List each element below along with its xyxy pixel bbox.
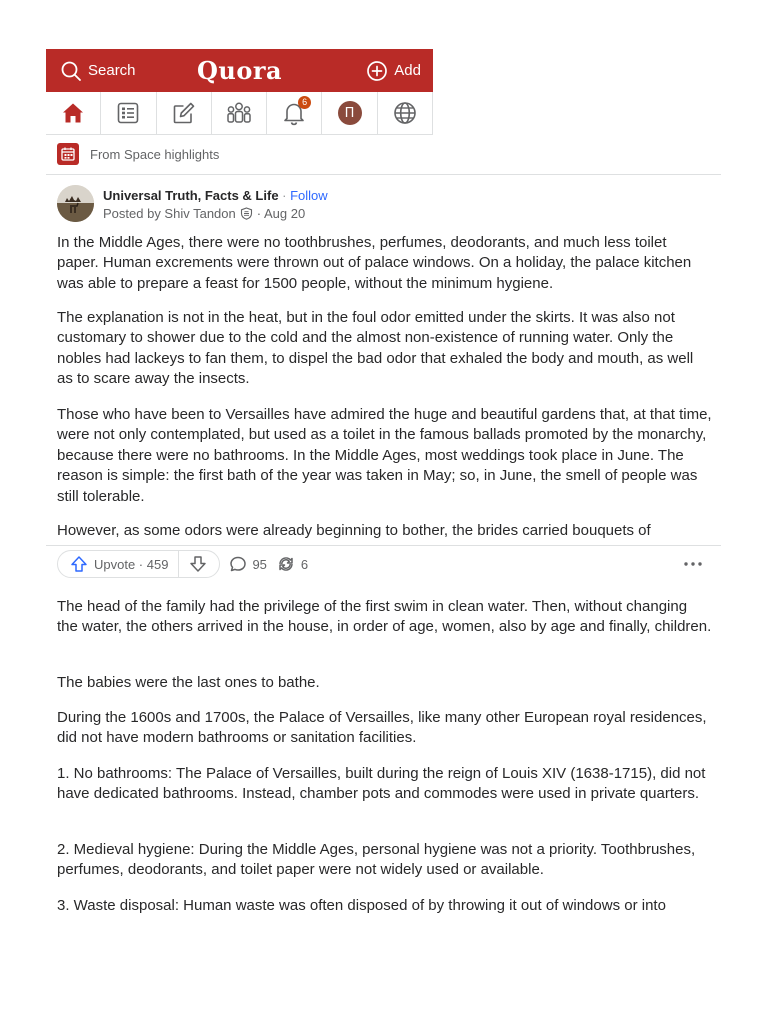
reshare-icon <box>276 555 296 573</box>
post-paragraph: 2. Medieval hygiene: During the Middle Ages, personal hygiene was not a priority. Toothbrushes, perfumes, deodorants, and toilet paper were not widely used or available. <box>57 841 696 879</box>
post-paragraph: The head of the family had the privilege of the first swim in clean water. Then, without changing the water, the others arrived in the house, in order of age, women, also by age and finally, children. <box>57 598 712 636</box>
post-paragraph: In the Middle Ages, there were no toothbrushes, perfumes, deodorants, and much less toilet paper. Human excrements were thrown out of palace windows. On a holiday, the palace kitchen was able to prepare a feast for 1500 people, without the minimum hygiene. <box>57 234 692 292</box>
nav-profile[interactable] <box>322 92 377 134</box>
post-header <box>57 185 328 222</box>
post-paragraph: The explanation is not in the heat, but in the foul odor emitted under the skirts. It was also not customary to shower due to the cold and the almost non-existence of running water. Only the nobles had lackeys to fan them, to dispel the bad odor that exhaled the body and mouth, as well as to scare away the insects. <box>57 309 694 388</box>
space-highlights-header <box>57 143 219 165</box>
nav-language[interactable] <box>378 92 433 134</box>
comment-count: 95 <box>252 556 267 572</box>
share-count: 6 <box>300 556 309 572</box>
top-header <box>46 49 433 92</box>
search-button[interactable] <box>60 60 136 82</box>
follow-button[interactable]: Follow <box>290 188 328 203</box>
post-meta <box>103 185 328 222</box>
profile-avatar: П <box>338 101 362 125</box>
following-icon <box>115 100 141 126</box>
more-options-button[interactable] <box>683 561 703 567</box>
downvote-arrow-icon <box>189 555 207 573</box>
upvote-arrow-icon <box>70 555 88 573</box>
nav-home[interactable] <box>46 92 101 134</box>
post-paragraph: Those who have been to Versailles have admired the huge and beautiful gardens that, at that time, were not only contemplated, but used as a toilet in the famous ballads promoted by the monarchy, because there were no bathrooms. In the Middle Ages, most weddings took place in June. The reason is simple: the first bath of the year was taken in May; so, in June, the smell of people was still tolerable. <box>57 406 712 505</box>
vote-pill <box>57 550 220 578</box>
upvote-button[interactable] <box>58 551 178 577</box>
posted-by[interactable]: Posted by Shiv Tandon <box>103 206 236 221</box>
downvote-button[interactable] <box>178 551 219 577</box>
add-circle-icon <box>366 60 388 82</box>
spaces-icon <box>225 100 253 126</box>
comment-icon <box>229 555 247 573</box>
meta-separator: · <box>278 188 291 203</box>
nav-spaces[interactable] <box>212 92 267 134</box>
verified-shield-icon <box>240 207 253 220</box>
post-paragraph: The babies were the last ones to bathe. <box>57 674 320 691</box>
post-action-bar <box>46 545 721 582</box>
nav-answer[interactable] <box>157 92 212 134</box>
search-label: Search <box>88 62 136 79</box>
post-paragraph: 1. No bathrooms: The Palace of Versailles, built during the reign of Louis XIV (1638-1715), did not have dedicated bathrooms. Instead, chamber pots and commodes were used in private quarters. <box>57 765 706 803</box>
nav-notifications[interactable] <box>267 92 322 134</box>
space-highlights-icon <box>57 143 79 165</box>
home-icon <box>60 100 86 126</box>
answer-icon <box>171 100 197 126</box>
add-label: Add <box>394 62 421 79</box>
notification-badge: 6 <box>298 96 311 109</box>
main-nav <box>46 92 433 135</box>
post-date[interactable]: · Aug 20 <box>256 206 306 221</box>
more-dots-icon <box>683 561 703 567</box>
space-name-link[interactable]: Universal Truth, Facts & Life <box>103 188 279 203</box>
comment-button[interactable] <box>229 555 266 573</box>
post-paragraph: During the 1600s and 1700s, the Palace of Versailles, like many other European royal residences, did not have modern bathrooms or sanitation facilities. <box>57 709 707 747</box>
search-icon <box>60 60 82 82</box>
space-avatar[interactable] <box>57 185 94 222</box>
quora-logo: Quora <box>196 56 283 85</box>
post-paragraph: 3. Waste disposal: Human waste was often disposed of by throwing it out of windows or into <box>57 897 666 914</box>
post-paragraph: However, as some odors were already beginning to bother, the brides carried bouquets of <box>57 522 651 539</box>
share-button[interactable] <box>276 555 308 573</box>
add-button[interactable] <box>366 60 421 82</box>
nav-following[interactable] <box>101 92 156 134</box>
upvote-label: Upvote · 459 <box>94 556 169 572</box>
space-highlights-label: From Space highlights <box>90 146 220 162</box>
globe-icon <box>392 100 418 126</box>
divider <box>46 174 721 175</box>
